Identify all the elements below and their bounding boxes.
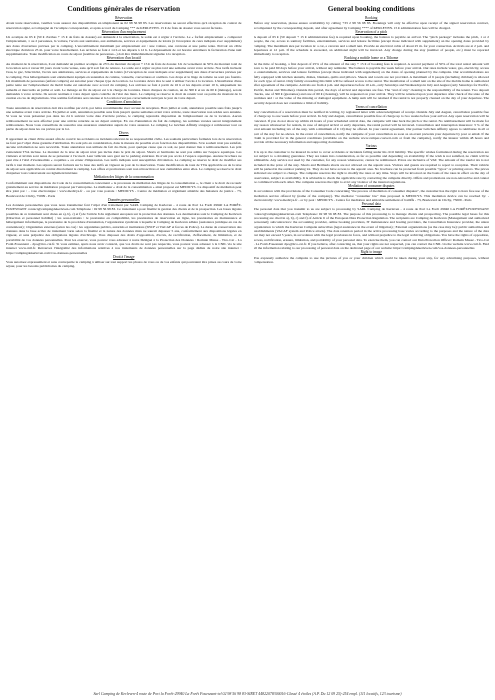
section-heading: Reservation of a pitch [355, 29, 388, 34]
fr-section [6, 256, 242, 269]
section-heading: Réservation d'un locatif [106, 56, 141, 61]
section-heading: Réservation [115, 16, 133, 20]
english-title: General booking conditions [327, 4, 415, 13]
en-section [254, 251, 490, 264]
section-heading: Droit à l'image [113, 254, 135, 259]
fr-section [6, 17, 242, 30]
en-section [254, 203, 490, 251]
section-heading: Conditions d'annulation [106, 100, 141, 105]
section-body: Conformément aux dispositions du Code de la consommation concernant « le processus de médiation des litiges de la consommation », le client a le droit de recourir gratuitement au service de médiation proposé par l'entreprise. Le médiateur « droit de la consommation » ainsi proposé est MEDICYS. Ce dispositif de médiation peut être joint par : - voie électronique : www.medicys.fr - ou par voie postale : MEDICYS - Centre de médiation et règlement amiable des huissiers de justice - 73, Boulevard de Clichy, 75009 - Paris [6, 180, 242, 198]
section-body: At the time of booking, a first deposit of 25% of the amount of the stay + 15 € of booking fees is required. A second payment of 50% of the total rental amount will have to be paid 60 days before your arrival, without any reminder. The balance is payable the week before your arrival. Our rates include water, gas, electricity, access to entertainment, services and leisure facilities (except those indicated with supplement) on the dates of opening planned by the campsite. Our accommodations are fully equipped with kitchen utensils, dishes, blankets, quilts and pillows. Sheets and towels are not provided. A maximum of 6 people (including children) is allowed for each type of rental. Only family exceeding this limit will be refused access to the rental. The installation of a small tent on the site of the mobile home is authorized after agreement of the campsite. Arrivals are from 4 p.m. and departures before 10 a.m., only Saturdays and Wednesdays in July and August (only Saturdays for Pacific, Pacific, Relax and Tithomes). Outside this period, the days of arrival and departure are free. The "end of stay" cleaning is the responsibility of the tenant. Two deposit checks, one of 300 € (guarantee) and one of 60 € (cleaning), will be requested on your arrival. They will be returned upon your departure after check of the state of the premises and / or the value of the missing or damaged equipment. A lump sum will be retained if the rental is not properly cleaned on the day of your departure. The security deposit does not constitute a limit of liability. [253, 61, 489, 105]
section-body: Avant toute réservation, veuillez vous assurer des disponibilités en téléphonant au 02 98 56 98 83. Les réservations ne seront effectives qu'à réception du contrat de réservation signé, accompagné de l'acompte correspondant, et après accord du Camping *** de KERLEVEN. 15 € de frais de dossier vous seront facturés. [6, 21, 242, 30]
en-section [254, 17, 490, 30]
section-heading: Mediation of consumer disputes [348, 183, 395, 188]
fr-section [6, 31, 242, 57]
fr-section [6, 57, 242, 100]
french-sections [6, 17, 242, 269]
fr-section [6, 132, 242, 175]
section-heading: Médiation des litiges de la consommation [93, 175, 154, 180]
section-heading: Réservation d'un emplacement [101, 29, 146, 34]
french-title: Conditions générales de réservation [67, 4, 181, 13]
section-heading: Personal data [361, 202, 381, 206]
section-body: Vous autorisez expressément et sans contrepartie le camping à utiliser sur tout support les photos de vous ou de vos enfants qui pourraient être prises au cours de votre séjour, pour les besoins publicitaires du camping. [6, 259, 242, 269]
en-section [254, 57, 490, 105]
section-body: Les données personnelles que vous nous transmettez font l'objet d'un traitement par SARL Camping de Kerleven - 4 route de Port La Forêt 29940 LA FORÊT-FOUESNANT contact@campingdekerleven.com Téléphone : 02 98 56 98 83. Ce traitement a pour finalité la gestion des clients et de la prospection. Les bases légales possibles de ce traitement sont citées en a), b), c) et f) de l'article 6 du règlement européen sur la protection des données. Les destinataires sont le Camping de Kerleven (Direction et personnel habilité) ; les sous-traitants : le prestataire en comptabilité, les prestataires de réservation en ligne, les prestataires en maintenance et hébergement informatique, le prestataire de la procédure d'annulation, l'organisation syndicale à laquelle le Camping de Kerleven adhère (assistance juridique en cas de contentieux) ; Organismes externes (selon les cas) : les organismes publics, autorités et institutions (SNCF et VACAF et forces de Police). La durée de conservation des données dans la base active de traitement varie selon la finalité et la nature des données mais ne saurait dépasser 5 ans, conformément aux dispositions légales en vigueur, et sans préjudice des obligations légales d'archivage. Vous disposez des droits d'opposition, d'accès, de rectification, d'effacement, de limitation, et de portabilité de vos données personnelles. Pour les exercer, vous pouvez vous adresser à notre Délégué à la Protection des Données : Romain Masse - Tico-Cat - La Forêt-Fouesnant - dpo@tico-cat.fr. Si vous estimez, après nous avoir contacté, que vos droits ne sont pas respectés, vous pouvez vous adresser à la CNIL via le site internet www.cnil.fr. Retrouvez l'intégralité des informations relatives à nos traitements de données personnelles sur la page dédiée de notre site internet : https://campingdekerleven.com/vos-donnees-personnelles [6, 203, 242, 255]
section-body: A deposit of 65 € (50 deposit + 15 € administration fee) is required upon booking, the balance is payable on arrival. The "pitch package" includes the pitch, 1 or 2 people, the car, access to sanitary facilities, entertainment, services and leisure facilities (except those indicated with supplement) on the opening dates provided by camping. The maximum size per location is: a car, a caravan and a small tent. Provide an electrical cable of about 25 m. for your connection. Arrivals are at 2 p.m. and departures at 12 p.m. If the schedule is exceeded, an additional night will be invoiced. Any change during the stay (number of people, etc.) must be reported immediately to reception. [253, 35, 489, 57]
en-section [254, 31, 490, 57]
section-body: The personal data that you transmit to us are subject to processing by SARL Camping de Kerleven - 4 route de Port La Forêt 29940 LA FORÊT-FOUESNANT contact@campingdekerleven.com Telephone: 02 98 56 98 83. The purpose of this processing is to manage clients and prospecting. The possible legal bases for this processing are cited in a), b), c) and f) of Article 6 of the European Data Protection Regulation. The recipients are Camping de Kerleven (Management and authorized personnel); subcontractors: the accounting provider, online booking providers, IT maintenance and hosting providers, the Cancellation Insurance provider, the union organization to which the Kerleven Campsite subscribes (legal assistance in the event of litigation) ; External organizations (as the case may be): public authorities and establishments (VACAF system and Police attack). The data retention period in the active processing base varies according to the purposes and the nature of the data but may not exceed 5 years, in accordance with the legal provisions in force, and without prejudice to the legal archiving obligations. You have the rights of opposition, access, rectification, erasure, limitation, and portability of your personal data. To exercise them, you can contact our Data Protection Officer: Romain Massé - Tico-Cat - La Forêt-Fouesnant dpo@tico-cat.fr. If you believe, after contacting us, that your rights are not respected, you can contact the CNIL via the website www.cnil.fr. Find all the information relating to our processing of personal data on the dedicated page of our website: https://campingdekerleven.com/vos-donnees-personnelles [253, 207, 489, 251]
section-body: Any cancellation of a reservation must be notified in writing, by registered letter with acknowledgment of receipt. Outside July and August, cancellation possible free of charge up to one week before your arrival. In July and August, cancellation possible free of charge up to two weeks before your arrival. Any open reservation will be canceled. If you do not show up within 24 hours of your scheduled arrival date, the campsite will take back the pitch or the rental. No reimbursement will be made for any reason whatsoever for rentals, in case of delayed arrival or early departure, the rental period will be invoiced. Cancellation and interruption insurance: 3 % of the total amount including tax of the stay, with a minimum of € 10) may be offered. In your rental agreement, Our partner Gritchen Affinity agrees to reimburse in all or part of the stay for no-shows. In the event of cancellation, notify the campsite of your cancellation as soon as an event prevents your departure by post or email. If the claim is provided for in the general conditions (available on the website www.camper-couvert.com or from the campsite), notify the insurer within 48 hours and provide all the necessary information and supporting documents. [253, 110, 489, 145]
section-body: It is up to the customer to be insured in order to cover accidents or incidents falling under his civil liability. The specific wishes formulated during the reservation are not subject to a obtaining guarantee. They are taken into consideration, as far as possible and depending on availability. If the wish is not satisfied, no claim will be admissible. Any service not used by the customer, for any reason whatsoever, cannot be reimbursed. Prices are inclusive of VAT. The amount of the tourist tax is not included in the price of the stay. Shorts and Bermuda shorts are not allowed on the aquatic area. Visitors and guests are required to report to reception. Their vehicle will be parked in the outdoor parking lot. They do not have access to the aquatic area. No brochure can be protected from possible "typos" or printing errors. The prices indicated are subject to change. The campsite reserves the right to modify the rates at any time. Stays will be invoiced on the basis of the rates in effect on the day of reservation, subject to availability. It is advisable to check the applicable rate by contacting the campsite directly. Offers and promotions are non-retroactive and cannot be combined with each other. The campsite reserves the right to evict any violator of the internal regulations. [253, 149, 489, 184]
section-body: In accordance with the provisions of the Consumer Code concerning "the process of mediation of consumer disputes", the customer has the right to have free use of the mediation service offered by (name of the company). The mediator "consumer law" thus proposed is MEDICYS. This mediation device can be reached by: - electronically: www.medicys.fr - or by post : MEDICYS - Centre for mediation and amicable settlement of bailiffs - 73, Boulevard de Clichy, 75009 - Paris [253, 189, 489, 202]
section-heading: Right to image [360, 250, 382, 255]
en-section [254, 106, 490, 145]
en-section [254, 145, 490, 184]
section-heading: Booking a mobile home or a Tithome [344, 56, 399, 61]
fr-section [6, 101, 242, 131]
section-body: Il appartient au client d'être assuré afin de couvrir les accidents ou incidents relevant de sa responsabilité civile. Les souhaits particuliers formulés lors de la réservation ne font pas l'objet d'une garantie d'attribution. Ils sont pris en considération, dans la mesure du possible et en fonction des disponibilités. Si le souhait n'est pas satisfait, aucune réclamation ne sera recevable. Toute annulation non utilisée du fait du client, pour quelque cause que ce soit, ne peut donner lieu à remboursement. Les prix s'entendent TVA incluse. Le montant de la taxe de séjour n'est pas inclus dans le prix du séjour. Shorts et bermudas ne sont pas admis sur l'espace aquatique. Les visiteurs et invités sont tenus de se présenter à l'accueil. Leur véhicule sera garé sur le parking extérieur. Ils n'ont pas accès à l'espace aquatique. Aucune brochure ne peut être à l'abri d'éventualités « coquilles » ou erreur d'impression. Les tarifs indiqués sont susceptibles d'évolution. Le camping se réserve le droit de modifier ses tarifs à tout moment. Les séjours seront facturés sur la base des tarifs en vigueur au jour de la réservation. Toute modification du taux de TVA applicable ou de la taxe de séjour sera applicable en contrat directement le camping. Les offres et promotions sont non rétroactives et non cumulables entre elles. Le camping se réserve le droit d'expulser tout contrevenant au règlement intérieur. [6, 136, 242, 176]
section-heading: Various [365, 144, 377, 149]
section-body: You expressly authorize the campsite to use the pictures of you or your children which could be taken during your stay, for any advertising purposes, without compensation. [253, 255, 489, 264]
section-body: Toute annulation de réservation doit être notifiée par écrit, par lettre recommandée avec accusé de réception. Hors juillet et août, annulation possible sans frais jusqu'à une semaine avant votre arrivée. En juillet et août, annulation possible sans frais jusqu'à quatre semaines avant votre arrivée, toute réservation non soldée sera annulée. Si vous ne vous présentez pas dans les 24 h suivant votre date d'arrivée prévue, le camping reprendra disposition de l'emplacement ou de la location. Aucun remboursement ne sera effectué pour une arrivée retardée ou un départ anticipé. En cas d'annulation du fait du camping, les sommes versées seront intégralement remboursées. Nous vous conseillons de souscrire une assurance annulation auprès de votre assureur. Le camping Le Grichen Affinity s'engage à rembourser tout ou partie du séjour dans les cas prévus par la loi. [6, 105, 242, 132]
fr-section [6, 176, 242, 198]
section-body: Un acompte de 65 € (50 € d'arrhes + 15 € de frais de dossier) est demandé à la réservation, le solde est à régler à l'arrivée. Le « forfait emplacement » comprend l'emplacement, 1 ou 2 personnes, la voiture, l'accès aux sanitaires, aux animations, services et équipements de loisirs (à l'exception de ceux indiqués avec supplément) aux dates d'ouverture prévues par le camping. L'encombrement maximum par emplacement est : une voiture, une caravane et une petite tente. Prévoir un câble électrique d'environ 25 m. pour votre branchement. Les arrivées se font à 14 h et les départs à 12 h. Le dépassement de cet horaire entraînera la facturation d'une nuit supplémentaire. Toute modification en cours de séjour (nombre de personnes...) doit être immédiatement signalée à la réception. [6, 35, 242, 57]
section-heading: Booking [365, 16, 378, 20]
section-heading: Divers [118, 131, 129, 136]
company-footer: Sarl Camping de Kerleven-4 route de Port la Forêt-29940 La Forêt Fouesnant-tel 02 98 56 98 83-SIRET 44822078300016-Classé 4 étoiles (A.P. Du 12 09 25)-254 empl. (111 locatifs, 123 tourisme) [93, 692, 402, 696]
french-conditions-column [6, 4, 242, 687]
fr-section [6, 199, 242, 255]
section-heading: Données personnelles [108, 197, 140, 202]
section-body: Au moment de la réservation, il est demandé un premier acompte de 25% du montant du séjour + 15 € de frais de dossier. Un 2e versement de 50% du montant total de la location sera à verser 60 jours avant votre venue, sans qu'il soit fait de relance. Le solde est à régler au plus tard une semaine avant votre arrivée. Nos tarifs incluent l'eau, le gaz, l'électricité, l'accès aux animations, services et équipements de loisirs (à l'exception de ceux indiqués avec supplément) aux dates d'ouverture prévues par le camping. Nos hébergements sont entièrement équipés en ustensiles de cuisine, vaisselle, couvertures et oreillers. Les draps et le linge de toilette ne sont pas fournis. Un maximum de personnes (enfant compris) est autorisé pour chaque type de location. Le locataire devra être le seul à utiliser l'accès à la location. L'installation d'une petite tente sur l'emplacement du mobil home est autorisée avec accord du camping. Les arrivées se font à partir de 16 h et les départs avant 10 h, uniquement les samedis et mercredis en juillet et août. Le ménage en fin de séjour est à la charge du locataire. Deux chèques de caution, un de 300 € et un de 60 € (ménage), seront demandés à votre arrivée. Ils seront restitués à votre départ après contrôle de l'état des lieux. Le camping se réserve le droit de retenir tout ou partie du montant de la caution en cas de dégradations. Une somme forfaitaire sera retenue si la location n'est pas correctement nettoyée le jour de votre départ. [6, 61, 242, 101]
section-heading: Terms of cancellation [355, 104, 387, 109]
section-body: Before any reservation, please ensure availability by calling +33 2 98 56 98 83. Bookings will only be effective upon receipt of the signed reservation contract, accompanied by the corresponding deposit, and after agreement by Camping **** of KERLEVEN. 15 € administration fees will be charged. [253, 21, 489, 30]
english-sections [254, 17, 490, 264]
en-section [254, 185, 490, 202]
english-conditions-column [254, 4, 490, 687]
two-column-body [6, 4, 489, 687]
